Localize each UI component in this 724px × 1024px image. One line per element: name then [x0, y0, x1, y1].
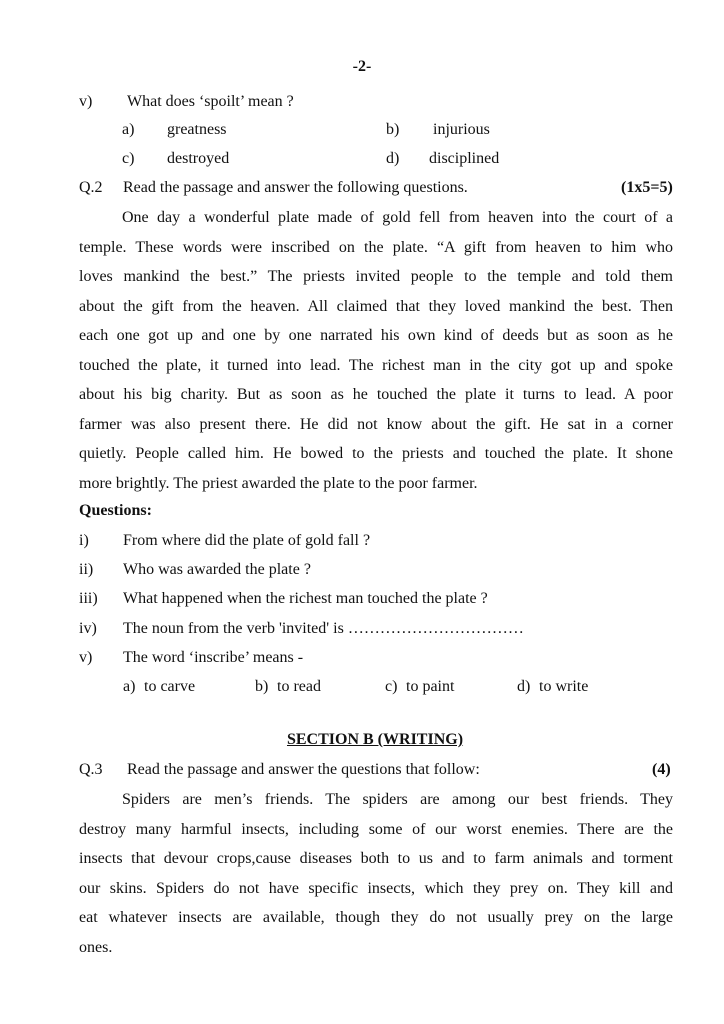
passage — [79, 785, 673, 962]
question-number: Q.3 — [79, 761, 103, 778]
passage-line: each one got up and one by one narrated his own kind of deeds but as soon as he — [79, 327, 673, 344]
passage-line: quietly. People called him. He bowed to the priests and touched the plate. It shone — [79, 445, 673, 462]
page-number: -2- — [352, 58, 372, 75]
question-number: Q.2 — [79, 179, 103, 196]
passage-line: eat whatever insects are available, though they do not usually prey on the large — [79, 909, 673, 926]
question-number: iii) — [79, 590, 98, 607]
option-label: b) — [386, 121, 400, 138]
section-title: SECTION B (WRITING) — [286, 731, 464, 748]
question-text: The word ‘inscribe’ means - — [123, 649, 304, 666]
question-instruction: Read the passage and answer the following questions. — [123, 179, 468, 196]
question-number: iv) — [79, 620, 97, 637]
passage-line: Spiders are men’s friends. The spiders are among our best friends. They — [122, 791, 673, 808]
passage-line: more brightly. The priest awarded the plate to the poor farmer. — [79, 474, 478, 492]
passage-line: about his big charity. But as soon as he touched the plate it turns to lead. A poor — [79, 386, 673, 403]
option-text: greatness — [167, 121, 227, 138]
questions-heading: Questions: — [79, 502, 152, 519]
question-instruction: Read the passage and answer the questions that follow: — [127, 761, 480, 778]
passage-line: temple. These words were inscribed on the plate. “A gift from heaven to him who — [79, 238, 673, 256]
passage-line: One day a wonderful plate made of gold fell from heaven into the court of a — [122, 209, 673, 226]
question-number: i) — [79, 532, 89, 549]
passage-line: farmer was also present there. He did not know about the gift. He sat in a corner — [79, 415, 673, 433]
passage-line: our skins. Spiders do not have specific insects, which they prey on. They kill and — [79, 879, 673, 897]
marks: (1x5=5) — [621, 179, 673, 196]
option-label: c) — [122, 150, 135, 167]
option-text: to paint — [406, 678, 455, 695]
question-number: v) — [79, 93, 93, 110]
passage-line: about the gift from the heaven. All claimed that they loved mankind the best. Then — [79, 297, 673, 315]
marks: (4) — [652, 761, 671, 778]
passage-line: ones. — [79, 938, 113, 956]
option-text: to carve — [144, 678, 196, 695]
option-text: disciplined — [429, 150, 500, 167]
question-text: The noun from the verb 'invited' is …………………………… — [123, 620, 524, 637]
option-text: destroyed — [167, 150, 230, 167]
passage-line: destroy many harmful insects, including some of our worst enemies. There are the — [79, 820, 673, 838]
option-label: a) — [123, 678, 136, 695]
option-text: to read — [277, 678, 321, 695]
question-number: ii) — [79, 561, 94, 578]
passage-line: insects that devour crops,cause diseases both to us and to farm animals and torment — [79, 850, 673, 867]
option-text: injurious — [433, 121, 490, 138]
option-label: d) — [386, 150, 400, 167]
passage-line: touched the plate, it turned into lead. The richest man in the city got up and spoke — [79, 356, 673, 374]
passage-line: loves mankind the best.” The priests invited people to the temple and told them — [79, 268, 673, 285]
option-label: b) — [255, 678, 269, 695]
option-label: a) — [122, 121, 135, 138]
question-text: From where did the plate of gold fall ? — [123, 532, 371, 549]
question-text: What does ‘spoilt’ mean ? — [127, 93, 294, 110]
option-text: to write — [539, 678, 589, 695]
question-text: What happened when the richest man touched the plate ? — [123, 590, 488, 607]
option-label: c) — [385, 678, 398, 695]
option-label: d) — [517, 678, 531, 695]
question-text: Who was awarded the plate ? — [123, 561, 311, 578]
passage — [79, 203, 673, 498]
question-number: v) — [79, 649, 93, 666]
